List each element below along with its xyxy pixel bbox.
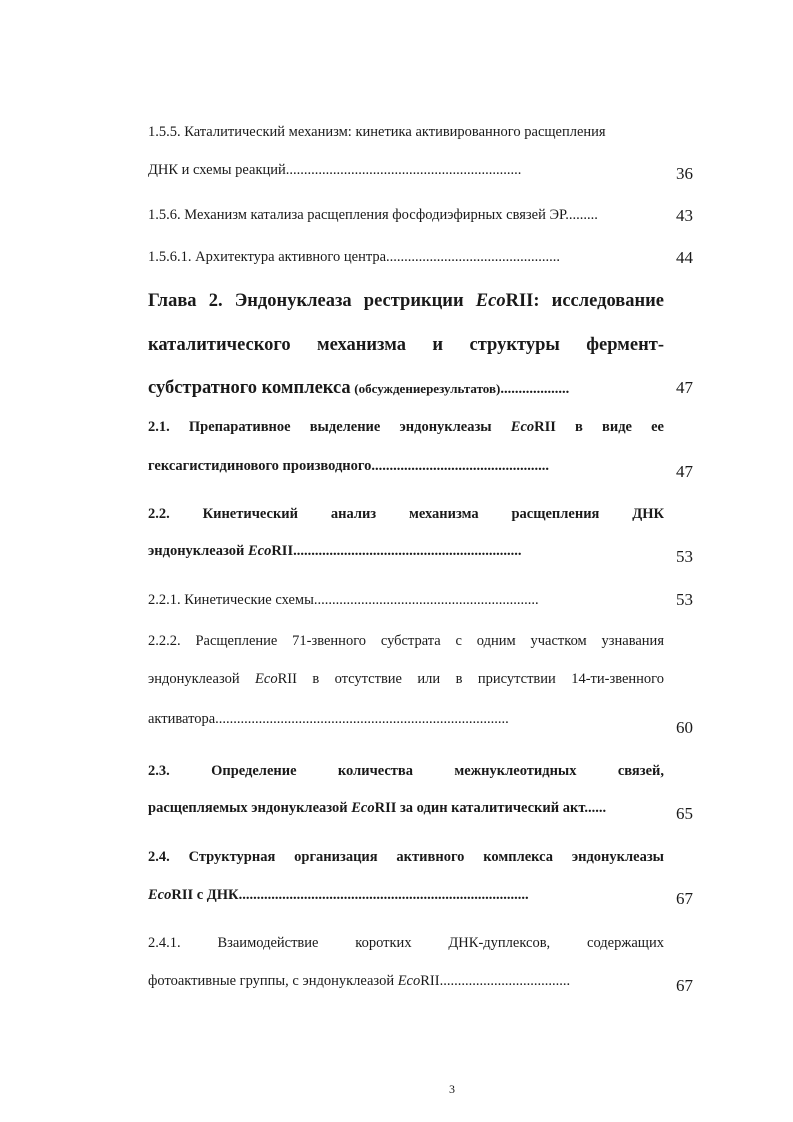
toc-entry-1-5-6: 1.5.6. Механизм катализа расщепления фосфодиэфирных связей ЭР.........: [148, 207, 598, 223]
toc-entry-1-5-6-1: 1.5.6.1. Архитектура активного центра................................................: [148, 249, 561, 265]
toc-page-number: 65: [676, 804, 693, 823]
toc-entry-2-2-line2: эндонуклеазой EcoRII...............................................................: [148, 543, 522, 559]
toc-entry-2-3-line2: расщепляемых эндонуклеазой EcoRII за один каталитический акт......: [148, 800, 607, 816]
toc-page-number: 36: [676, 164, 693, 183]
toc-entry-2-1-line1: 2.1. Препаративное выделение эндонуклеазы EcoRII в виде ее: [148, 419, 664, 435]
toc-entry-1-5-5-line2: ДНК и схемы реакций.................................................................: [148, 162, 522, 178]
toc-entry-2-4-line2: EcoRII с ДНК................................................................................: [148, 887, 529, 903]
toc-entry-2-3-line1: 2.3. Определение количества межнуклеотидных связей,: [148, 763, 664, 779]
chapter-2-heading-note: (обсуждениерезультатов): [354, 381, 501, 396]
toc-entry-2-2-2-line1: 2.2.2. Расщепление 71-звенного субстрата с одним участком узнавания: [148, 633, 664, 649]
toc-page-number: 67: [676, 889, 693, 908]
toc-page-number: 53: [676, 547, 693, 566]
chapter-2-heading-leader: ...................: [500, 381, 570, 397]
toc-entry-2-4-line1: 2.4. Структурная организация активного комплекса эндонуклеазы: [148, 849, 664, 865]
toc-page-number: 44: [676, 248, 693, 267]
toc-entry-2-1-line2: гексагистидинового производного.................................................: [148, 458, 550, 474]
toc-entry-1-5-5-line1: 1.5.5. Каталитический механизм: кинетика активированного расщепления: [148, 124, 606, 140]
toc-page-number: 67: [676, 976, 693, 995]
toc-page-number: 47: [676, 462, 693, 481]
toc-entry-2-4-1-line2: фотоактивные группы, с эндонуклеазой EcoRII....................................: [148, 973, 571, 989]
toc-page-number: 43: [676, 206, 693, 225]
toc-entry-2-2-1: 2.2.1. Кинетические схемы..............................................................: [148, 592, 539, 608]
page-number-footer: 3: [449, 1082, 455, 1096]
chapter-2-heading-text: субстратного комплекса: [148, 378, 351, 398]
chapter-2-heading-line1: Глава 2. Эндонуклеаза рестрикции EcoRII: исследование: [148, 291, 664, 311]
toc-page-number: 53: [676, 590, 693, 609]
toc-entry-2-4-1-line1: 2.4.1. Взаимодействие коротких ДНК-дуплексов, содержащих: [148, 935, 664, 951]
toc-entry-2-2-2-line3: активатора.................................................................................: [148, 711, 509, 727]
toc-page-number: 60: [676, 718, 693, 737]
chapter-2-heading-line2: каталитического механизма и структуры фермент-: [148, 335, 664, 355]
toc-entry-2-2-line1: 2.2. Кинетический анализ механизма расщепления ДНК: [148, 506, 664, 522]
chapter-2-heading-line3: [148, 377, 664, 399]
toc-entry-2-2-2-line2: эндонуклеазой EcoRII в отсутствие или в присутствии 14-ти-звенного: [148, 671, 664, 687]
toc-page-number: 47: [676, 378, 693, 397]
